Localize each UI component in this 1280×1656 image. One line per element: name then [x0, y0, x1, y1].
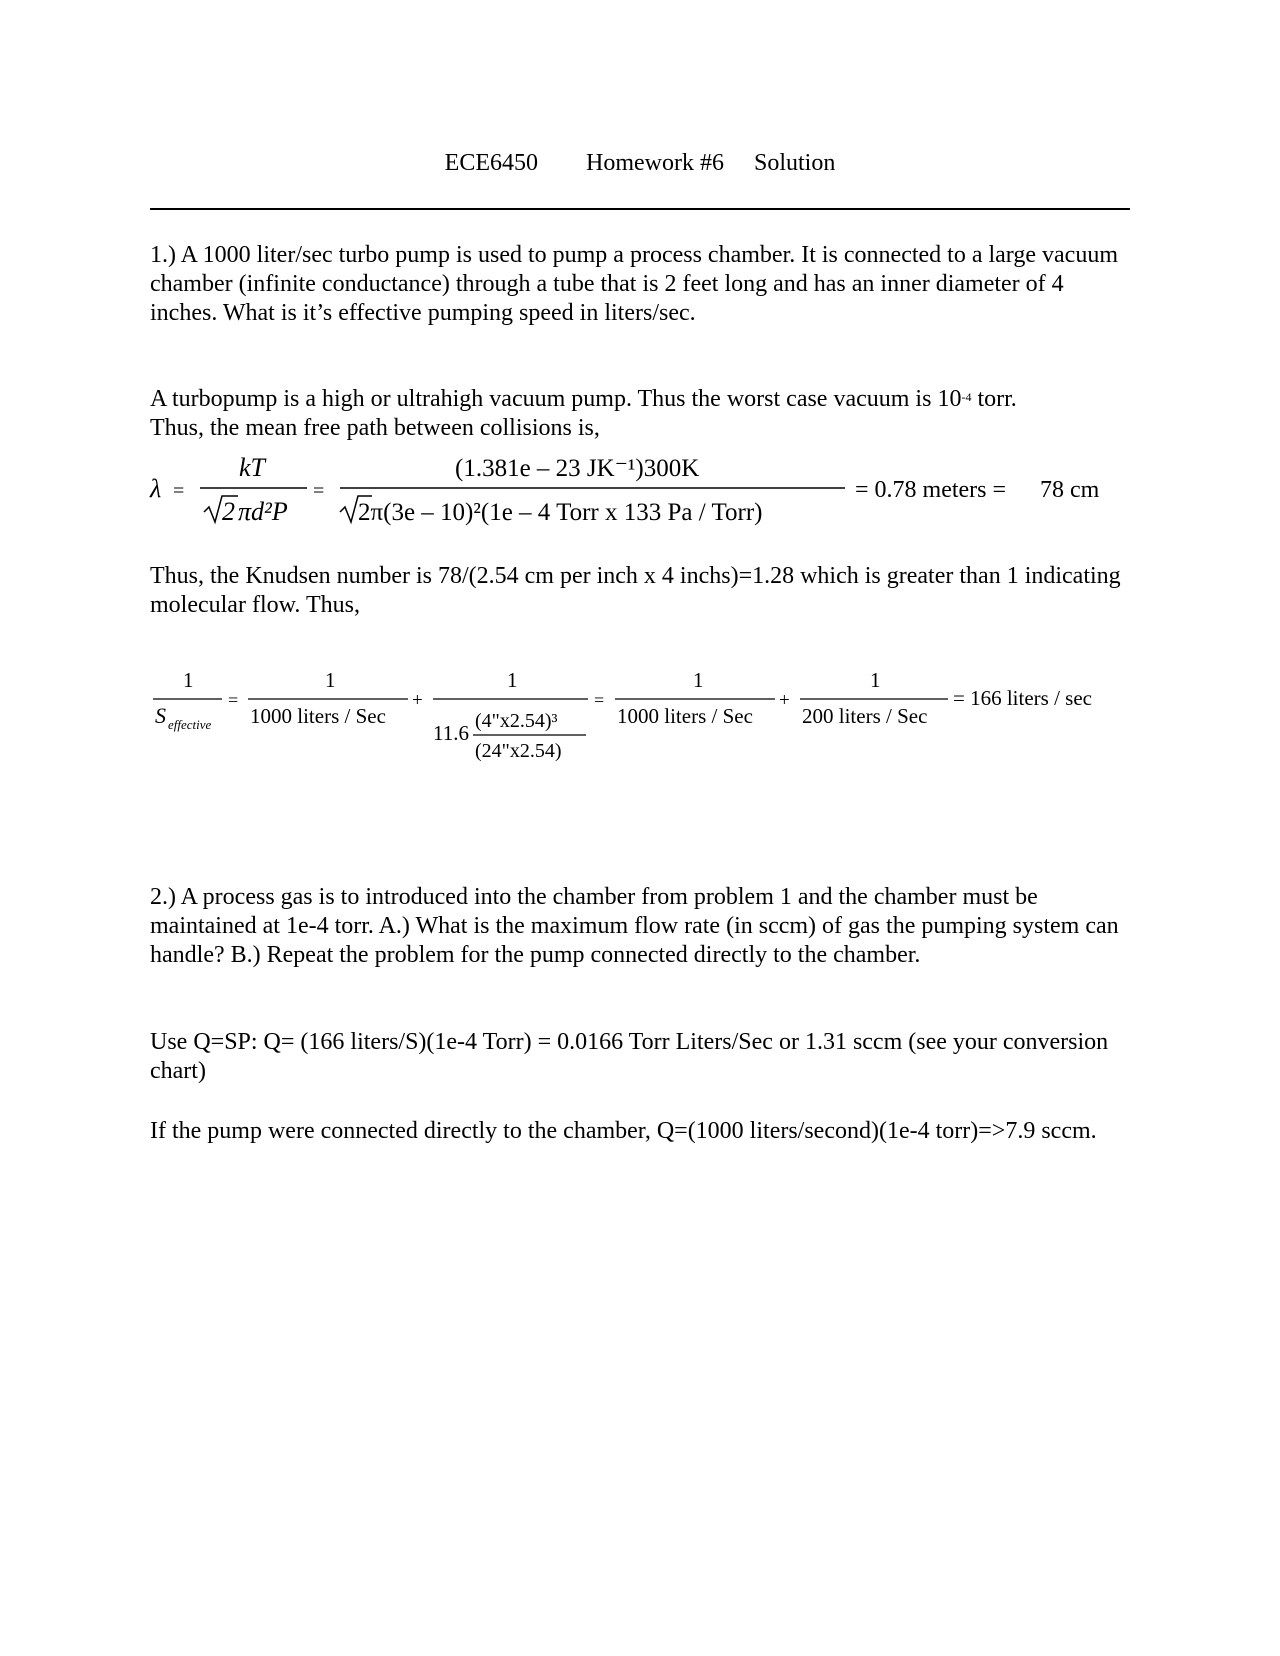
header-divider: [150, 208, 1130, 210]
speed-result: = 166 liters / sec: [953, 686, 1092, 710]
term4-denominator: 200 liters / Sec: [802, 704, 928, 728]
reasoning-vacuum: A turbopump is a high or ultrahigh vacuum pump. Thus the worst case vacuum is 10: [150, 386, 962, 412]
course-code: ECE6450: [444, 150, 538, 176]
term2-inner-numerator: (4"x2.54)³: [475, 710, 558, 732]
equals-sign: =: [313, 480, 325, 502]
term4-numerator: 1: [870, 668, 881, 692]
plus-sign: +: [779, 690, 790, 711]
term3-numerator: 1: [693, 668, 704, 692]
lambda-symbol: λ: [150, 474, 162, 503]
reasoning-vacuum-unit: torr.: [971, 386, 1017, 412]
term2-numerator: 1: [507, 668, 518, 692]
exponent: -4: [961, 390, 972, 404]
problem-2-answer-a: Use Q=SP: Q= (166 liters/S)(1e-4 Torr) = 0.0166 Torr Liters/Sec or 1.31 sccm (see your conversion chart): [150, 1029, 1109, 1084]
fraction1-denominator-sqrt: 2: [222, 497, 235, 526]
problem-1-statement: 1.) A 1000 liter/sec turbo pump is used to pump a process chamber. It is connected to a large vacuum chamber (infinite conductance) through a tube that is 2 feet long and has an inner diameter of 4 inches. What is it’s effective pumping speed in liters/sec.: [150, 242, 1118, 326]
problem-2-statement: 2.) A process gas is to introduced into the chamber from problem 1 and the chamber must be maintained at 1e-4 torr. A.) What is the maximum flow rate (in sccm) of gas the pumping system can handle? B.) Repeat the problem for the pump connected directly to the chamber.: [150, 884, 1119, 968]
lhs-numerator: 1: [183, 668, 194, 692]
fraction1-numerator: kT: [239, 453, 265, 482]
document-kind: Solution: [753, 150, 836, 176]
lhs-denominator: S: [155, 703, 166, 728]
fraction1-denominator: πd²P: [238, 497, 288, 526]
equals-sign: =: [228, 690, 239, 710]
equals-sign: =: [173, 480, 185, 502]
problem-2-answer-b: If the pump were connected directly to the chamber, Q=(1000 liters/second)(1e-4 torr)=>7.9 sccm.: [150, 1118, 1097, 1144]
term1-denominator: 1000 liters / Sec: [250, 704, 386, 728]
fraction2-numerator: (1.381e – 23 JK⁻¹)300K: [455, 455, 700, 482]
mfp-result-cm: 78 cm: [1040, 477, 1100, 503]
term1-numerator: 1: [325, 668, 336, 692]
knudsen-paragraph: Thus, the Knudsen number is 78/(2.54 cm per inch x 4 inchs)=1.28 which is greater than 1 indicating molecular flow. Thus,: [150, 563, 1121, 618]
sqrt-sign: [340, 496, 372, 522]
term2-coefficient: 11.6: [433, 721, 469, 745]
term2-inner-denominator: (24"x2.54): [475, 740, 562, 762]
document-header: [0, 150, 1280, 177]
reasoning-mfp: Thus, the mean free path between collisions is,: [150, 415, 600, 441]
mfp-result: = 0.78 meters =: [855, 477, 1007, 503]
plus-sign: +: [412, 690, 423, 711]
term3-denominator: 1000 liters / Sec: [617, 704, 753, 728]
assignment-title: Homework #6: [585, 150, 724, 176]
fraction2-denominator: 2π(3e – 10)²(1e – 4 Torr x 133 Pa / Torr): [358, 499, 763, 526]
sqrt-sign: [204, 496, 238, 522]
lhs-subscript: effective: [168, 717, 212, 732]
problem-1-reasoning: [150, 385, 1130, 443]
equals-sign: =: [594, 690, 605, 710]
